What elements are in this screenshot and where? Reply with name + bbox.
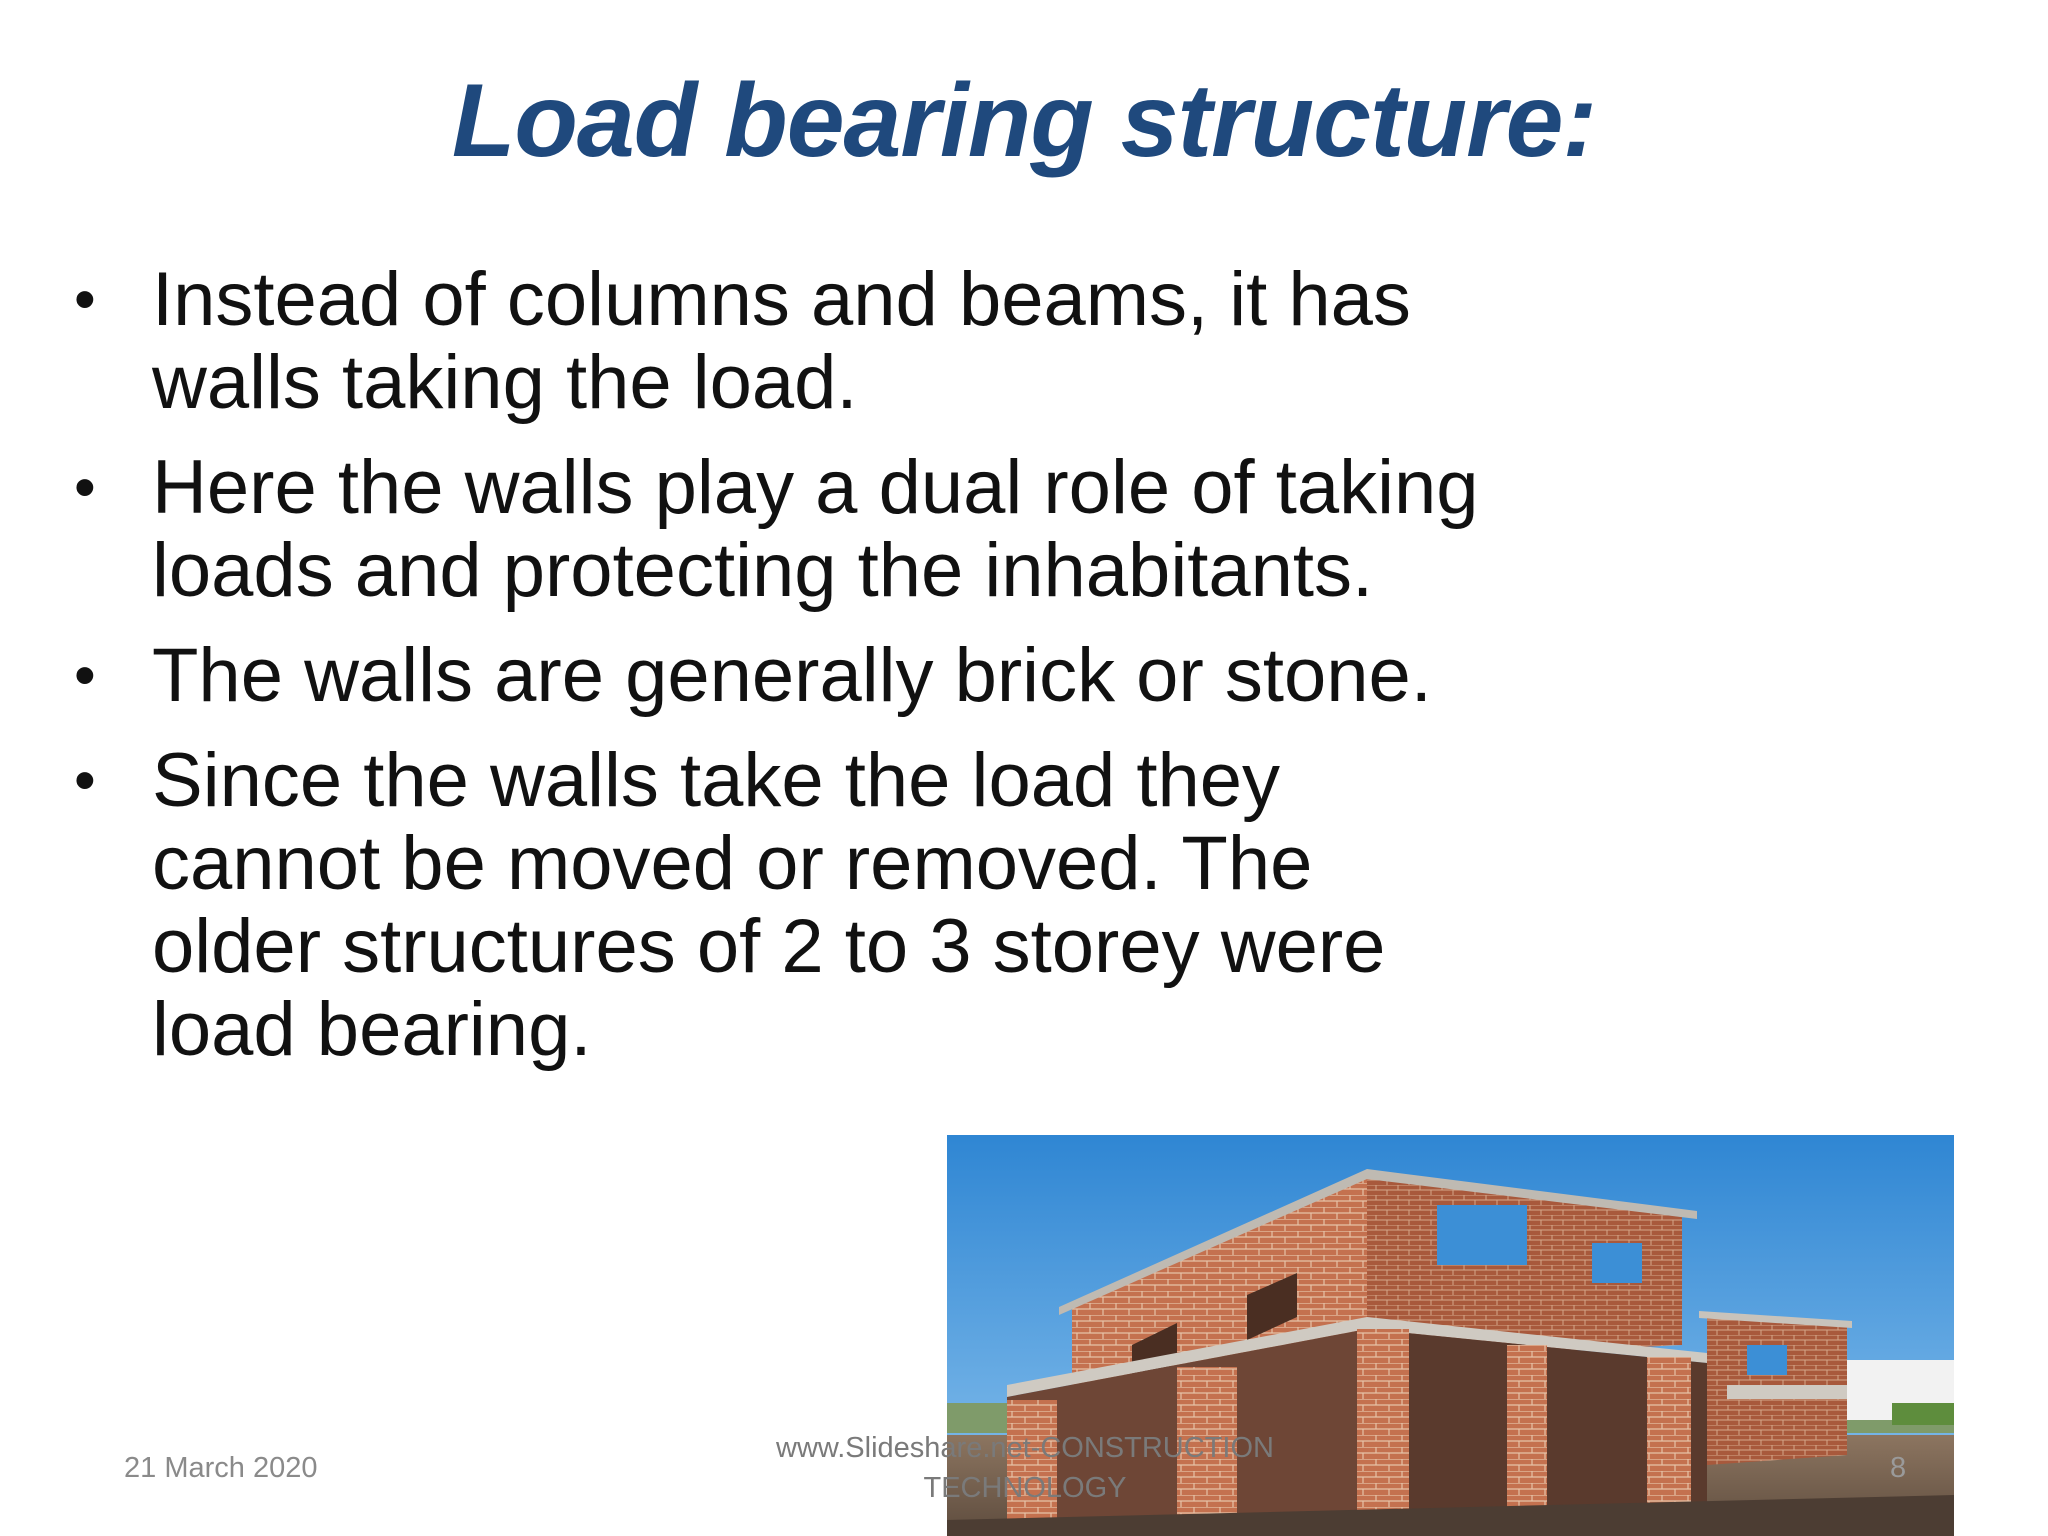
bullet-item bbox=[70, 446, 1490, 612]
bullet-text: Since the walls take the load they cannot be moved or removed. The older structures of 2 to 3 storey were load bearing. bbox=[152, 738, 1386, 1072]
bullet-icon: • bbox=[74, 265, 96, 334]
footer-date: 21 March 2020 bbox=[124, 1452, 318, 1484]
bullet-text: Instead of columns and beams, it has walls taking the load. bbox=[152, 257, 1411, 425]
footer-source bbox=[700, 1428, 1350, 1508]
bullet-text: The walls are generally brick or stone. bbox=[152, 633, 1432, 718]
bullet-icon: • bbox=[74, 641, 96, 710]
bullet-item bbox=[70, 258, 1490, 424]
bullet-icon: • bbox=[74, 453, 96, 522]
slide-title: Load bearing structure: bbox=[451, 63, 1597, 179]
bullet-item bbox=[70, 634, 1490, 717]
bullet-icon: • bbox=[74, 746, 96, 815]
page-number: 8 bbox=[1890, 1452, 1907, 1484]
bullet-item bbox=[70, 739, 1490, 1071]
footer-source-line2: TECHNOLOGY bbox=[923, 1472, 1127, 1504]
bullet-text: Here the walls play a dual role of taking loads and protecting the inhabitants. bbox=[152, 445, 1479, 613]
footer-source-line1: www.Slideshare.net-CONSTRUCTION bbox=[776, 1432, 1274, 1464]
bullet-list bbox=[70, 258, 1490, 1093]
